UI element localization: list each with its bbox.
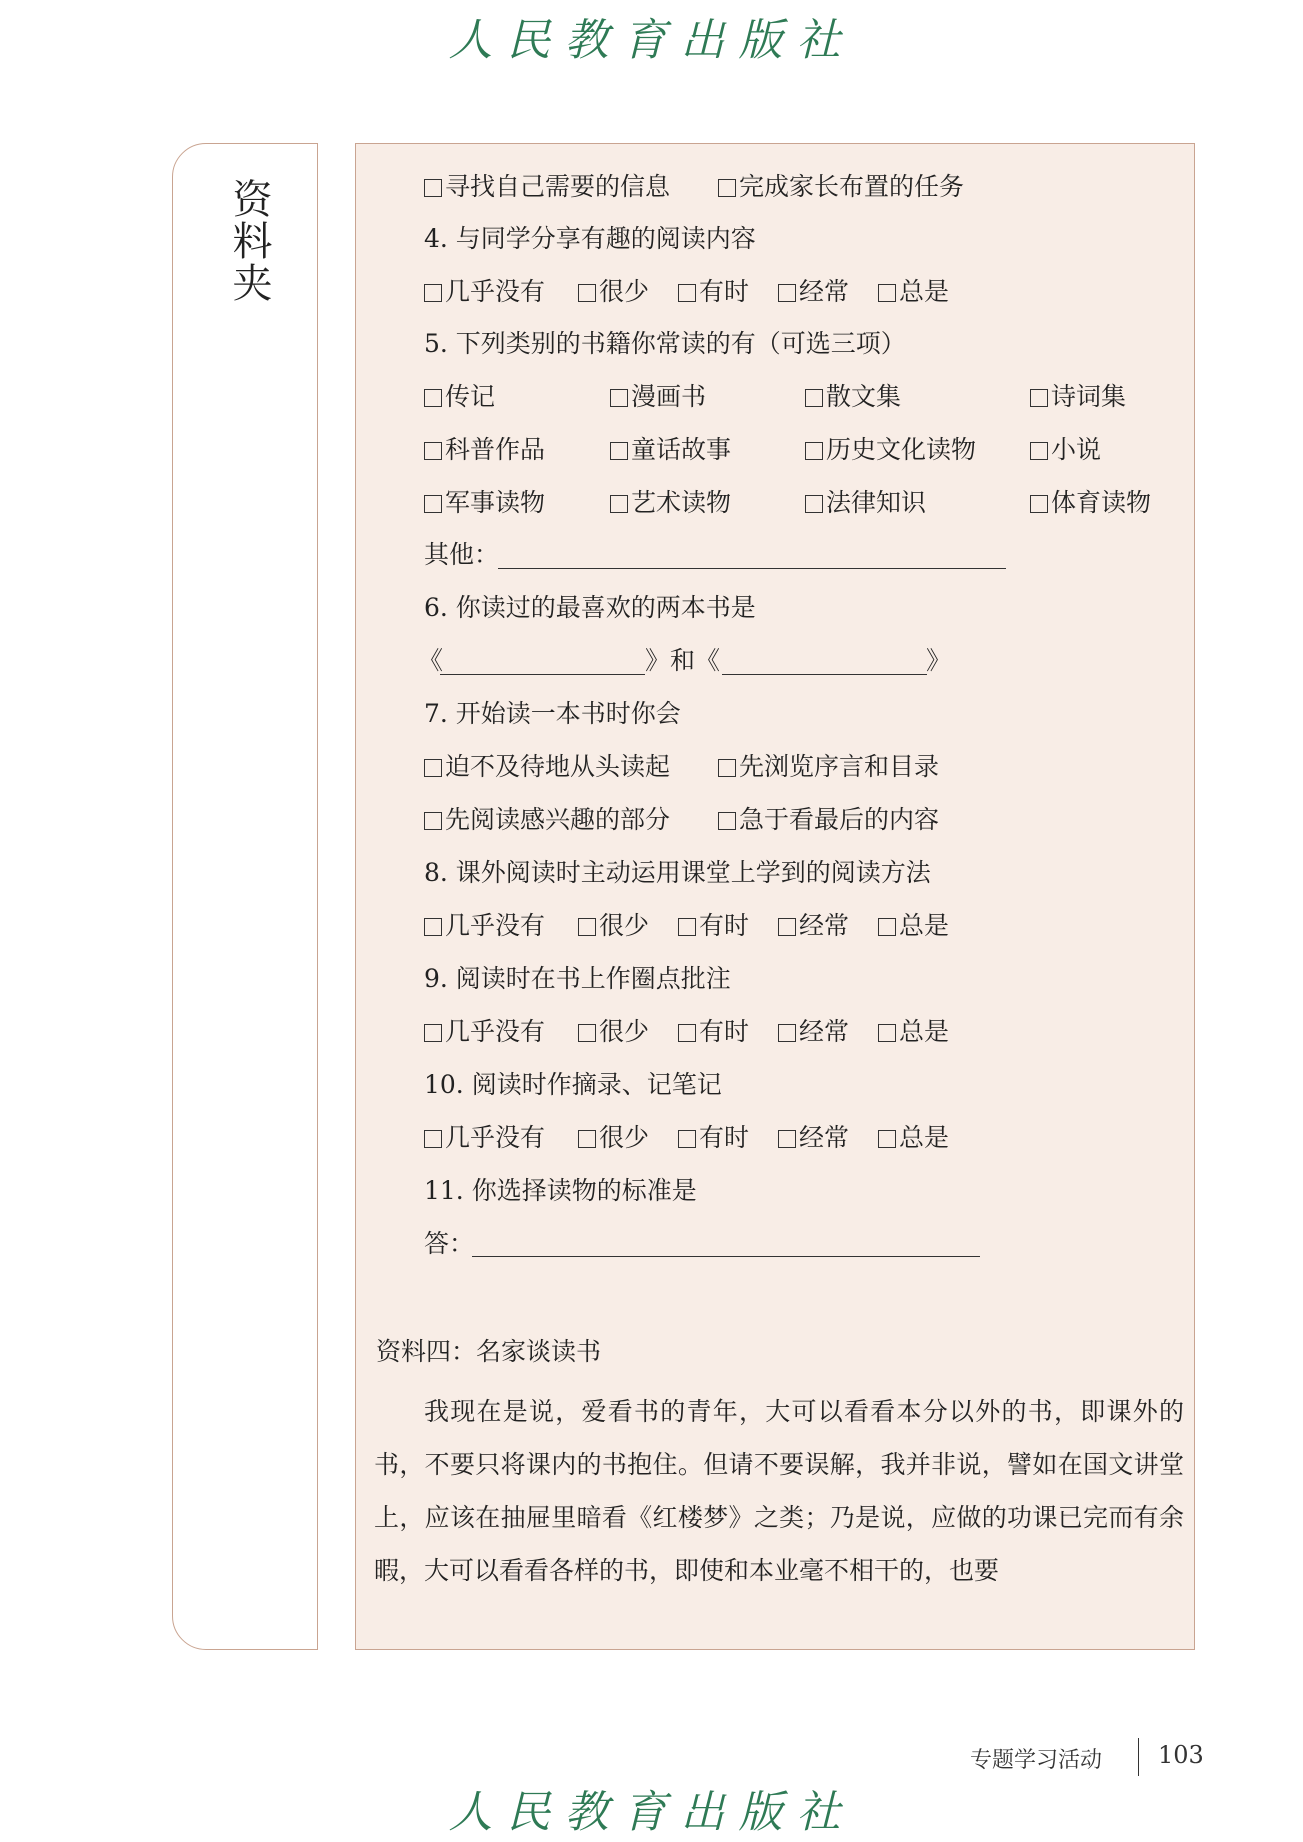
checkbox-option[interactable]: 经常 (778, 911, 849, 941)
page-number: 103 (1158, 1741, 1204, 1769)
checkbox-option[interactable]: 很少 (578, 911, 649, 941)
sidebar-title: 资料夹 (226, 178, 272, 304)
checkbox-option[interactable]: 有时 (678, 277, 749, 307)
checkbox-option[interactable]: 总是 (878, 1123, 949, 1153)
checkbox-option[interactable]: 军事读物 (424, 488, 545, 518)
checkbox-option[interactable]: 几乎没有 (424, 277, 545, 307)
checkbox-option[interactable]: 完成家长布置的任务 (718, 172, 964, 202)
checkbox-option[interactable]: 经常 (778, 277, 849, 307)
checkbox-option[interactable]: 历史文化读物 (805, 435, 976, 465)
question-9: 9. 阅读时在书上作圈点批注 (424, 964, 731, 993)
checkbox-option[interactable]: 几乎没有 (424, 911, 545, 941)
checkbox-option[interactable]: 经常 (778, 1123, 849, 1153)
checkbox-option[interactable]: 很少 (578, 1123, 649, 1153)
checkbox-option[interactable]: 总是 (878, 911, 949, 941)
checkbox-option[interactable]: 经常 (778, 1017, 849, 1047)
question-7: 7. 开始读一本书时你会 (424, 699, 681, 728)
checkbox-option[interactable]: 有时 (678, 1017, 749, 1047)
question-5: 5. 下列类别的书籍你常读的有（可选三项） (424, 329, 906, 358)
checkbox-option[interactable]: 几乎没有 (424, 1123, 545, 1153)
question-8: 8. 课外阅读时主动运用课堂上学到的阅读方法 (424, 858, 931, 887)
checkbox-option[interactable]: 几乎没有 (424, 1017, 545, 1047)
publisher-logo-bottom: 人民教育出版社 (448, 1787, 855, 1838)
footer-section-label: 专题学习活动 (970, 1748, 1103, 1773)
footer-divider (1138, 1738, 1139, 1776)
question-10: 10. 阅读时作摘录、记笔记 (424, 1070, 722, 1099)
checkbox-option[interactable]: 总是 (878, 1017, 949, 1047)
question-4: 4. 与同学分享有趣的阅读内容 (424, 224, 756, 253)
book-mid-bracket: 》和《 (645, 646, 721, 675)
book-title-blank-1[interactable] (440, 674, 645, 675)
checkbox-option[interactable]: 童话故事 (610, 435, 731, 465)
checkbox-option[interactable]: 急于看最后的内容 (718, 805, 939, 835)
checkbox-option[interactable]: 科普作品 (424, 435, 545, 465)
publisher-logo-top: 人民教育出版社 (448, 15, 855, 66)
checkbox-option[interactable]: 先阅读感兴趣的部分 (424, 805, 670, 835)
checkbox-option[interactable]: 传记 (424, 382, 495, 412)
checkbox-option[interactable]: 寻找自己需要的信息 (424, 172, 670, 202)
answer-label: 答： (424, 1229, 475, 1258)
checkbox-option[interactable]: 有时 (678, 1123, 749, 1153)
question-11: 11. 你选择读物的标准是 (424, 1176, 697, 1205)
checkbox-option[interactable]: 法律知识 (805, 488, 926, 518)
checkbox-option[interactable]: 诗词集 (1030, 382, 1126, 412)
book-open-bracket: 《 (418, 646, 444, 675)
answer-blank[interactable] (472, 1256, 980, 1257)
checkbox-option[interactable]: 散文集 (805, 382, 901, 412)
checkbox-option[interactable]: 迫不及待地从头读起 (424, 752, 670, 782)
sidebar-tab (172, 143, 318, 1650)
material-4-text: 我现在是说，爱看书的青年，大可以看看本分以外的书，即课外的书，不要只将课内的书抱住。但请不要误解，我并非说，譬如在国文讲堂上，应该在抽屉里暗看《红楼梦》之类；乃是说，应做的功课已完而有余暇，大可以看看各样的书，即使和本业毫不相干的，也要 (374, 1397, 1184, 1585)
question-6: 6. 你读过的最喜欢的两本书是 (424, 593, 756, 622)
material-4-title: 资料四：名家谈读书 (376, 1337, 602, 1366)
checkbox-option[interactable]: 先浏览序言和目录 (718, 752, 939, 782)
checkbox-option[interactable]: 小说 (1030, 435, 1101, 465)
checkbox-option[interactable]: 总是 (878, 277, 949, 307)
checkbox-option[interactable]: 漫画书 (610, 382, 706, 412)
other-blank[interactable] (498, 568, 1006, 569)
checkbox-option[interactable]: 艺术读物 (610, 488, 731, 518)
checkbox-option[interactable]: 体育读物 (1030, 488, 1151, 518)
checkbox-option[interactable]: 有时 (678, 911, 749, 941)
checkbox-option[interactable]: 很少 (578, 1017, 649, 1047)
book-close-bracket: 》 (926, 646, 952, 675)
other-label: 其他： (424, 540, 500, 569)
checkbox-option[interactable]: 很少 (578, 277, 649, 307)
book-title-blank-2[interactable] (722, 674, 927, 675)
